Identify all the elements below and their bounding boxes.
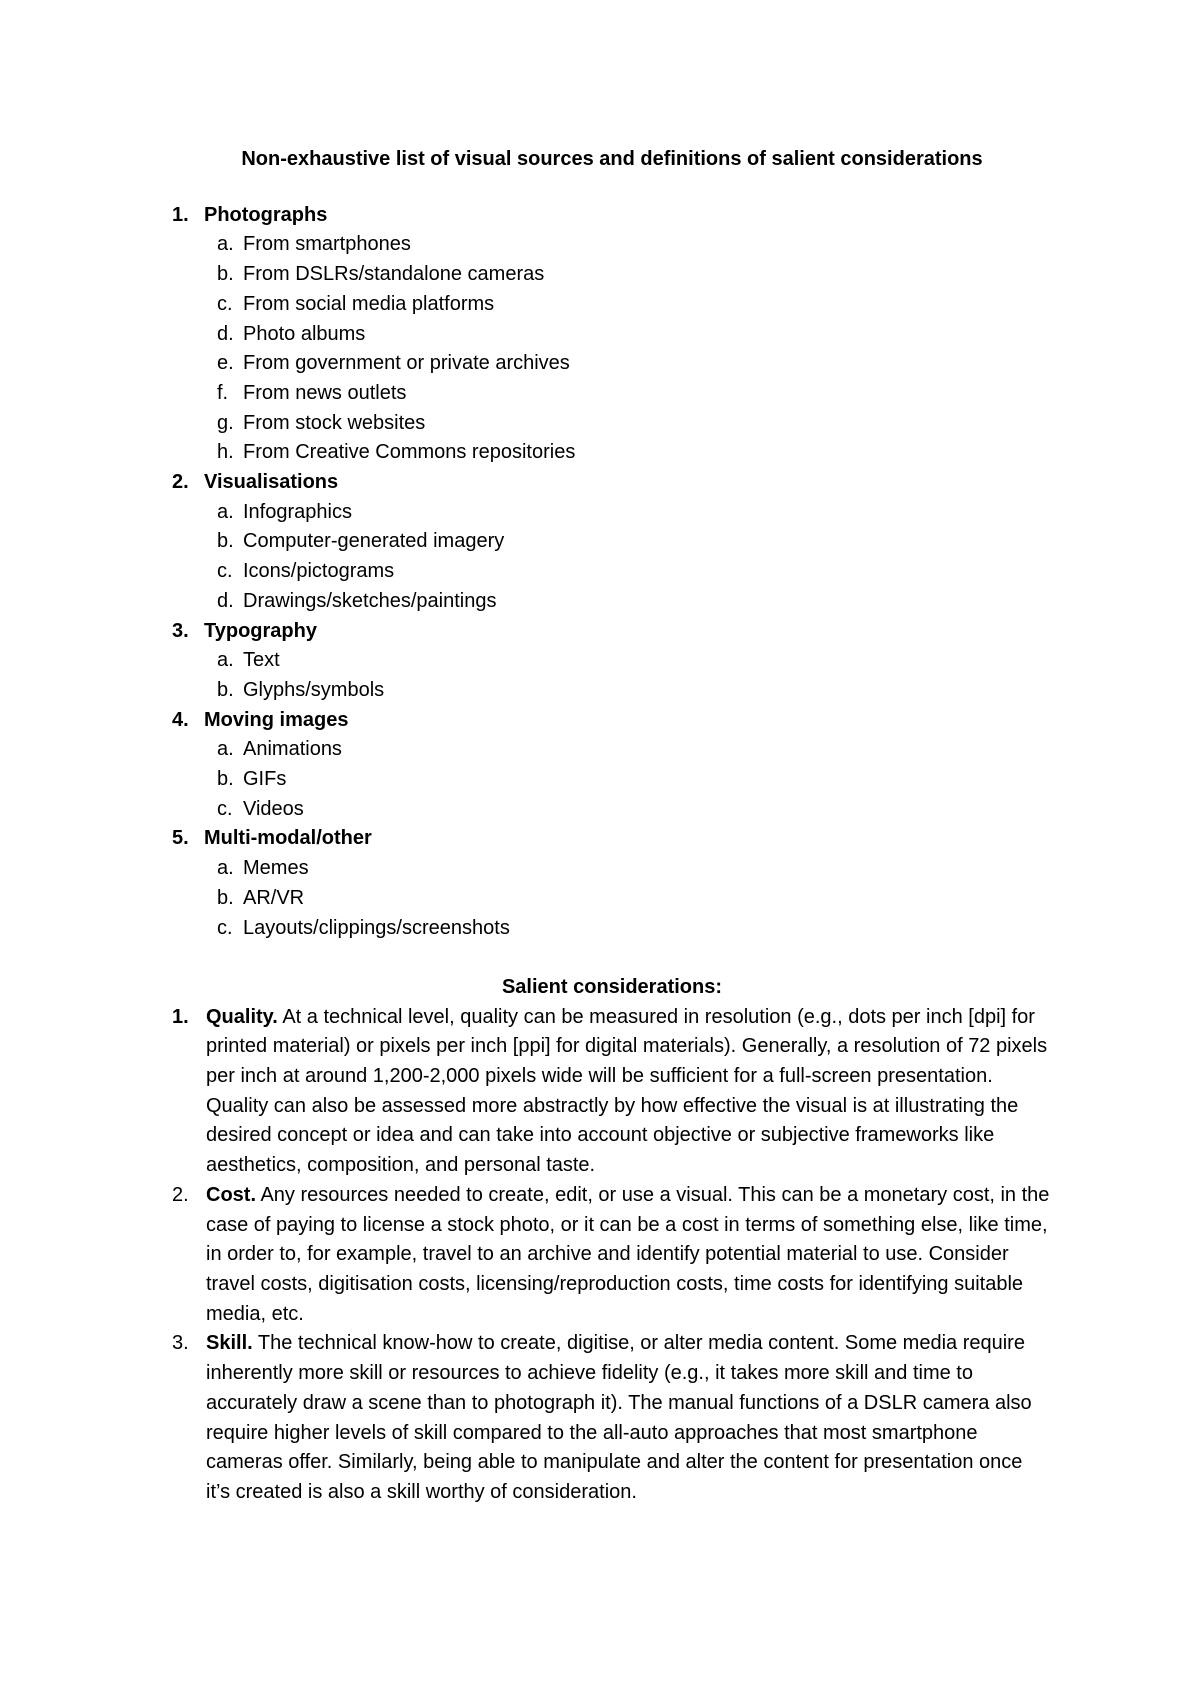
item-letter: h. xyxy=(217,441,234,464)
list-item xyxy=(217,290,1072,320)
item-letter: b. xyxy=(217,768,234,791)
item-text: From social media platforms xyxy=(243,292,495,315)
category-moving-images xyxy=(172,706,1072,825)
category-label: Multi-modal/other xyxy=(204,827,372,850)
consideration-text: At a technical level, quality can be measured in resolution (e.g., dots per inch [dpi] for printed material) or pixels per inch [ppi] for digital materials). Generally, a resolution of 72 pixels per inch at around 1,200-2,000 pixels wide will be sufficient for a full-screen presentation. Quality can also be assessed more abstractly by how effective the visual is at illustrating the desired concept or idea and can take into account objective or subjective frameworks like aesthetics, composition, and personal taste. xyxy=(206,1005,1048,1177)
item-letter: a. xyxy=(217,738,234,761)
item-letter: c. xyxy=(217,292,233,315)
consideration-term: Quality. xyxy=(206,1005,278,1028)
item-text: Text xyxy=(243,649,280,672)
consideration-term: Skill. xyxy=(206,1332,253,1355)
item-text: From news outlets xyxy=(243,381,407,404)
list-item xyxy=(217,884,1072,914)
consideration-number: 1. xyxy=(172,1005,189,1028)
list-item xyxy=(217,795,1072,825)
source-category-list xyxy=(172,201,1072,944)
list-item xyxy=(217,260,1072,290)
item-text: Photo albums xyxy=(243,322,366,345)
item-text: From government or private archives xyxy=(243,352,570,375)
item-text: Memes xyxy=(243,857,309,880)
item-text: From smartphones xyxy=(243,233,411,256)
item-letter: a. xyxy=(217,857,234,880)
consideration-number: 3. xyxy=(172,1332,189,1355)
sub-item-list xyxy=(172,646,1072,705)
item-letter: b. xyxy=(217,530,234,553)
category-photographs xyxy=(172,201,1072,468)
category-label: Moving images xyxy=(204,708,349,731)
list-item xyxy=(217,854,1072,884)
category-number: 3. xyxy=(172,619,189,642)
category-visualisations xyxy=(172,468,1072,617)
sub-item-list xyxy=(172,854,1072,943)
category-multi-modal xyxy=(172,824,1072,943)
item-text: From DSLRs/standalone cameras xyxy=(243,263,545,286)
item-text: From stock websites xyxy=(243,411,426,434)
category-number: 5. xyxy=(172,827,189,850)
item-text: Drawings/sketches/paintings xyxy=(243,589,497,612)
item-letter: c. xyxy=(217,797,233,820)
item-text: Layouts/clippings/screenshots xyxy=(243,916,510,939)
list-item xyxy=(217,498,1072,528)
list-item xyxy=(217,735,1072,765)
consideration-term: Cost. xyxy=(206,1183,256,1206)
list-item xyxy=(217,557,1072,587)
consideration-quality xyxy=(172,1003,1052,1181)
item-letter: d. xyxy=(217,322,234,345)
list-item xyxy=(217,230,1072,260)
item-letter: g. xyxy=(217,411,234,434)
category-number: 1. xyxy=(172,203,189,226)
list-item xyxy=(217,320,1072,350)
category-typography xyxy=(172,617,1072,706)
list-item xyxy=(217,409,1072,439)
list-item xyxy=(217,438,1072,468)
item-letter: b. xyxy=(217,678,234,701)
category-number: 2. xyxy=(172,471,189,494)
sub-item-list xyxy=(172,230,1072,468)
item-letter: b. xyxy=(217,886,234,909)
consideration-text: Any resources needed to create, edit, or use a visual. This can be a monetary cost, in the case of paying to license a stock photo, or it can be a cost in terms of something else, like time, in order to, for example, travel to an archive and identify potential material to use. Consider travel costs, digitisation costs, licensing/reproduction costs, time costs for identifying suitable media, etc. xyxy=(206,1183,1050,1325)
item-letter: a. xyxy=(217,649,234,672)
category-label: Visualisations xyxy=(204,471,339,494)
category-label: Photographs xyxy=(204,203,328,226)
item-letter: a. xyxy=(217,500,234,523)
item-text: Glyphs/symbols xyxy=(243,678,385,701)
document-title: Non-exhaustive list of visual sources and definitions of salient considerations xyxy=(241,148,983,170)
list-item xyxy=(217,765,1072,795)
item-letter: b. xyxy=(217,263,234,286)
item-text: Animations xyxy=(243,738,342,761)
sub-item-list xyxy=(172,735,1072,824)
considerations-list xyxy=(172,1003,1072,1508)
list-item xyxy=(217,587,1072,617)
item-text: Videos xyxy=(243,797,304,820)
item-letter: c. xyxy=(217,560,233,583)
consideration-cost xyxy=(172,1181,1052,1330)
item-text: AR/VR xyxy=(243,886,305,909)
item-text: Infographics xyxy=(243,500,352,523)
item-text: From Creative Commons repositories xyxy=(243,441,576,464)
list-item xyxy=(217,527,1072,557)
item-text: Computer-generated imagery xyxy=(243,530,505,553)
list-item xyxy=(217,914,1072,944)
document-body xyxy=(172,145,1072,1508)
item-text: Icons/pictograms xyxy=(243,560,395,583)
list-item xyxy=(217,349,1072,379)
item-letter: d. xyxy=(217,589,234,612)
category-number: 4. xyxy=(172,708,189,731)
sub-item-list xyxy=(172,498,1072,617)
consideration-number: 2. xyxy=(172,1183,189,1206)
consideration-text: The technical know-how to create, digitise, or alter media content. Some media require inherently more skill or resources to achieve fidelity (e.g., it takes more skill and time to accurately draw a scene than to photograph it). The manual functions of a DSLR camera also require higher levels of skill compared to the all-auto approaches that most smartphone cameras offer. Similarly, being able to manipulate and alter the content for presentation once it’s created is also a skill worthy of consideration. xyxy=(206,1332,1032,1503)
consideration-skill xyxy=(172,1329,1052,1507)
item-letter: c. xyxy=(217,916,233,939)
considerations-heading: Salient considerations: xyxy=(501,975,723,998)
item-letter: a. xyxy=(217,233,234,256)
item-letter: e. xyxy=(217,352,234,375)
item-letter: f. xyxy=(217,381,229,404)
list-item xyxy=(217,676,1072,706)
category-label: Typography xyxy=(204,619,317,642)
list-item xyxy=(217,379,1072,409)
item-text: GIFs xyxy=(243,768,287,791)
list-item xyxy=(217,646,1072,676)
